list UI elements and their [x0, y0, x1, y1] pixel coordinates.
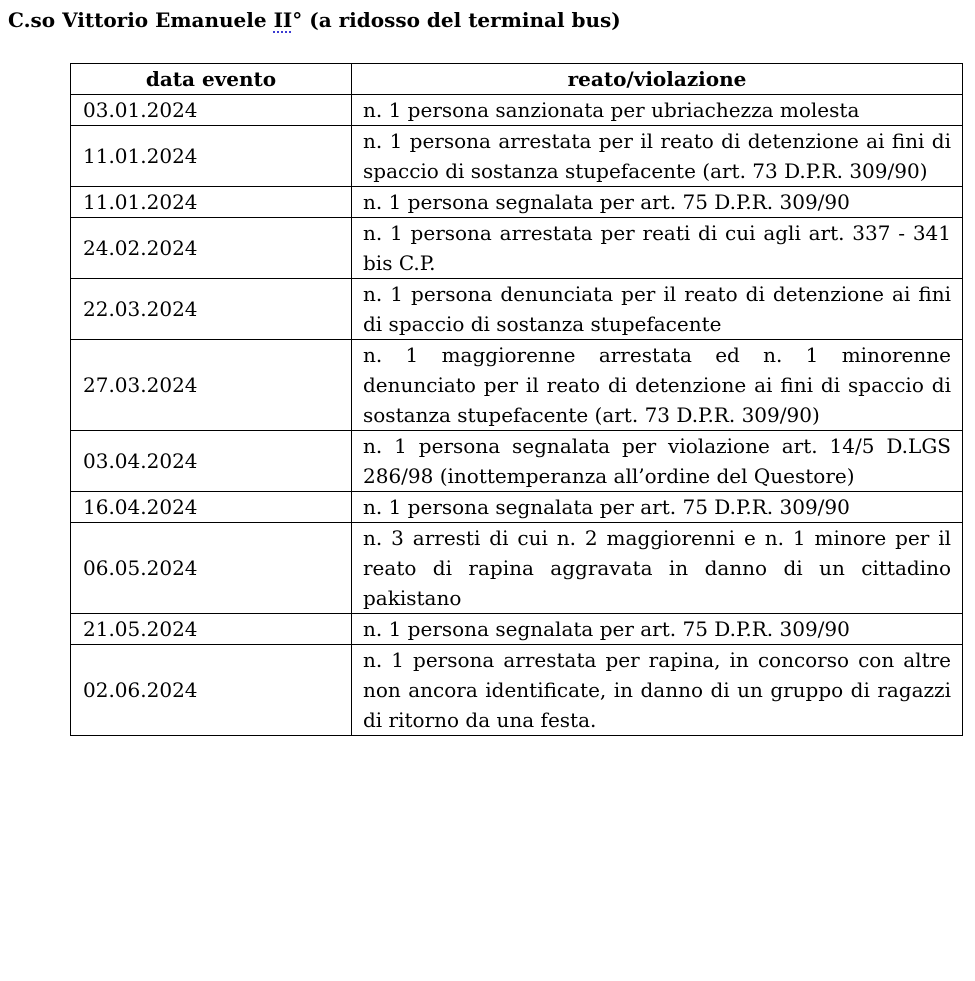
- event-description: n. 1 persona arrestata per rapina, in concorso con altre non ancora identificate, in danno di un gruppo di ragazzi di ritorno da una festa.: [352, 645, 963, 736]
- table-row: [71, 126, 963, 187]
- events-table: [70, 63, 963, 736]
- column-header-date: data evento: [71, 64, 352, 95]
- event-date: 11.01.2024: [71, 187, 352, 218]
- event-date: 24.02.2024: [71, 218, 352, 279]
- column-header-offense: reato/violazione: [352, 64, 963, 95]
- event-description: n. 1 persona segnalata per art. 75 D.P.R. 309/90: [352, 492, 963, 523]
- table-row: [71, 218, 963, 279]
- event-description: n. 1 persona segnalata per violazione art. 14/5 D.LGS 286/98 (inottemperanza all’ordine del Questore): [352, 431, 963, 492]
- table-row: [71, 279, 963, 340]
- event-description: n. 1 persona arrestata per il reato di detenzione ai fini di spaccio di sostanza stupefacente (art. 73 D.P.R. 309/90): [352, 126, 963, 187]
- title-flagged-word: II: [273, 8, 293, 32]
- event-description: n. 1 persona arrestata per reati di cui agli art. 337 - 341 bis C.P.: [352, 218, 963, 279]
- table-row: [71, 431, 963, 492]
- event-description: n. 1 persona segnalata per art. 75 D.P.R. 309/90: [352, 187, 963, 218]
- event-date: 21.05.2024: [71, 614, 352, 645]
- event-description: n. 1 maggiorenne arrestata ed n. 1 minorenne denunciato per il reato di detenzione ai fini di spaccio di sostanza stupefacente (art. 73 D.P.R. 309/90): [352, 340, 963, 431]
- table-row: [71, 645, 963, 736]
- title-suffix: ° (a ridosso del terminal bus): [292, 8, 621, 32]
- event-description: n. 1 persona sanzionata per ubriachezza molesta: [352, 95, 963, 126]
- table-row: [71, 523, 963, 614]
- event-date: 03.01.2024: [71, 95, 352, 126]
- event-description: n. 1 persona segnalata per art. 75 D.P.R. 309/90: [352, 614, 963, 645]
- document-title: [8, 5, 621, 35]
- table-row: [71, 492, 963, 523]
- event-date: 11.01.2024: [71, 126, 352, 187]
- table-row: [71, 95, 963, 126]
- event-description: n. 1 persona denunciata per il reato di detenzione ai fini di spaccio di sostanza stupefacente: [352, 279, 963, 340]
- table-row: [71, 187, 963, 218]
- event-date: 16.04.2024: [71, 492, 352, 523]
- event-date: 02.06.2024: [71, 645, 352, 736]
- event-date: 27.03.2024: [71, 340, 352, 431]
- table-row: [71, 340, 963, 431]
- event-date: 03.04.2024: [71, 431, 352, 492]
- event-date: 06.05.2024: [71, 523, 352, 614]
- title-prefix: C.so Vittorio Emanuele: [8, 8, 274, 32]
- table-row: [71, 614, 963, 645]
- table-header-row: [71, 64, 963, 95]
- event-description: n. 3 arresti di cui n. 2 maggiorenni e n. 1 minore per il reato di rapina aggravata in danno di un cittadino pakistano: [352, 523, 963, 614]
- event-date: 22.03.2024: [71, 279, 352, 340]
